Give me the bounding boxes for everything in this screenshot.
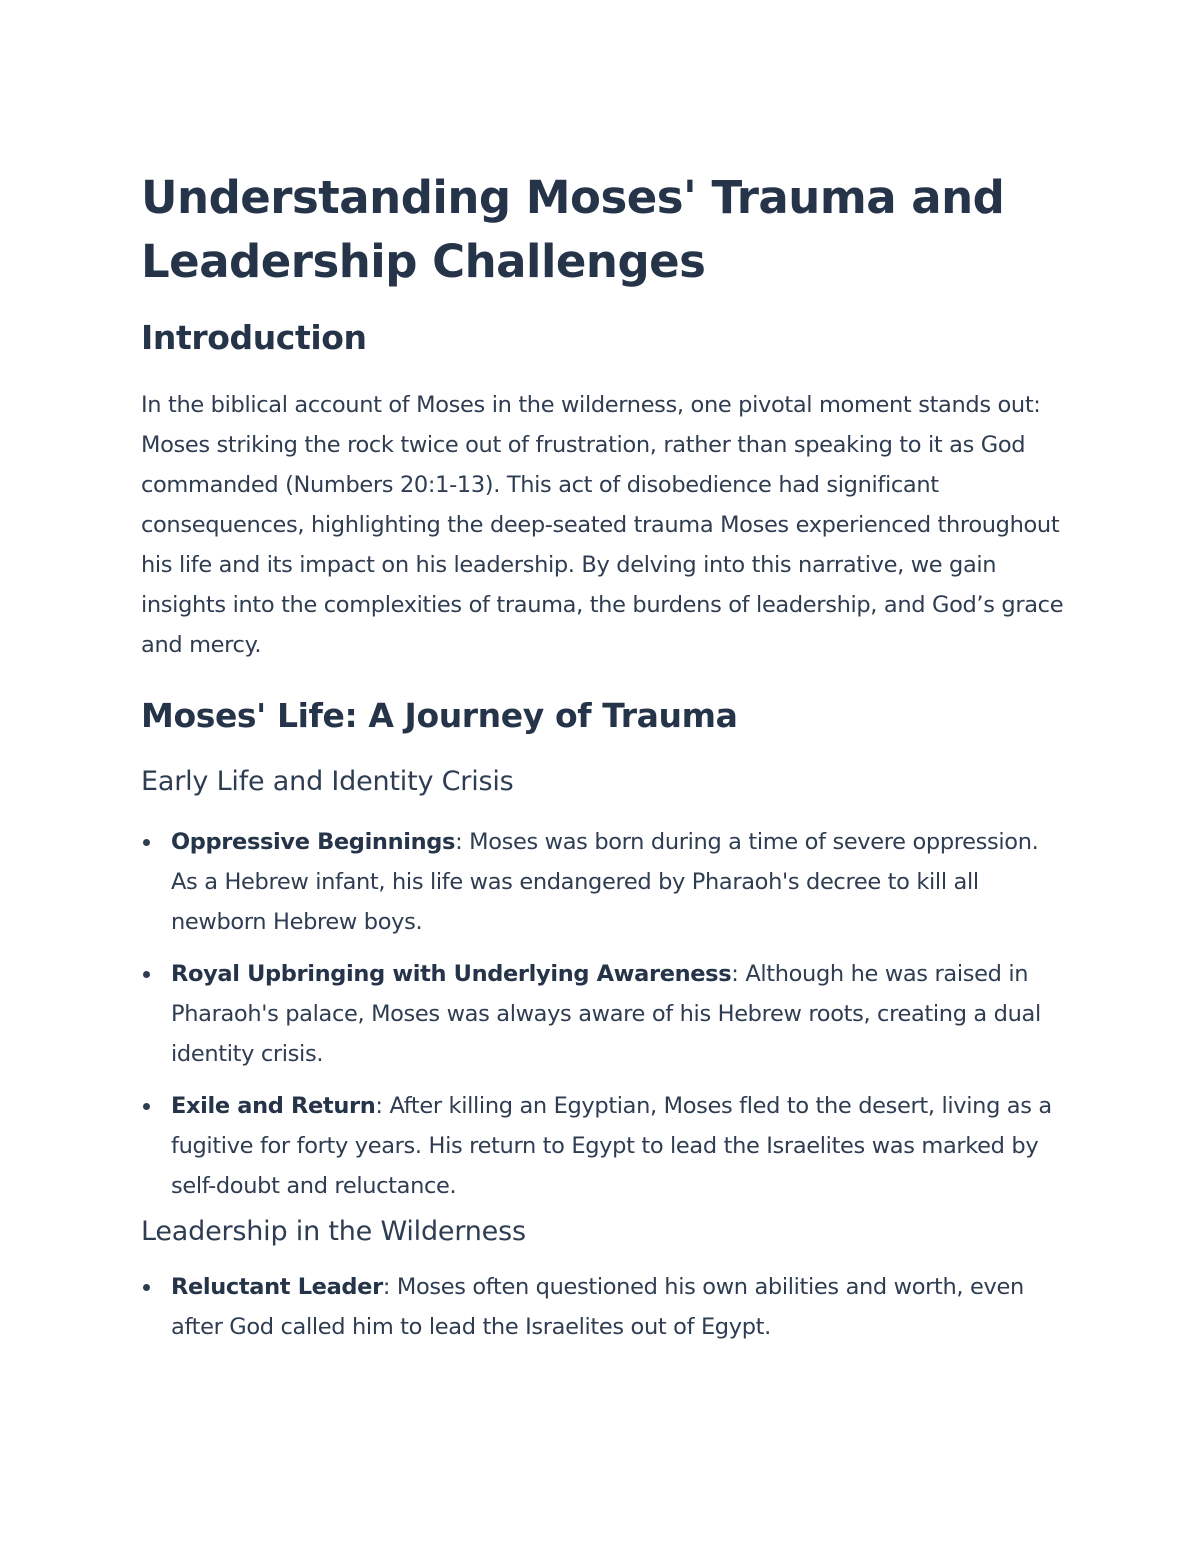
- bullet-icon: [143, 1284, 150, 1291]
- list-item-text: : Moses was born during a time of severe oppression. As a Hebrew infant, his life was endangered by Pharaoh's decree to kill all newborn Hebrew boys.: [171, 829, 1039, 935]
- bullet-icon: [143, 1103, 150, 1110]
- bullet-icon: [143, 839, 150, 846]
- introduction-heading: Introduction: [141, 318, 367, 357]
- list-item-term: Oppressive Beginnings: [171, 829, 456, 855]
- list-item-term: Exile and Return: [171, 1093, 376, 1119]
- bullet-icon: [143, 971, 150, 978]
- early-life-heading: Early Life and Identity Crisis: [141, 766, 514, 797]
- list-item-term: Royal Upbringing with Underlying Awareness: [171, 961, 732, 987]
- list-item: [141, 954, 1066, 1074]
- wilderness-list: [141, 1267, 1066, 1347]
- list-item: [141, 1086, 1066, 1206]
- wilderness-heading: Leadership in the Wilderness: [141, 1216, 526, 1247]
- section-heading: Moses' Life: A Journey of Trauma: [141, 696, 738, 735]
- list-item: [141, 822, 1066, 942]
- document-title: Understanding Moses' Trauma and Leadership Challenges: [141, 171, 1005, 288]
- early-life-list: [141, 822, 1066, 1206]
- introduction-paragraph: In the biblical account of Moses in the wilderness, one pivotal moment stands out: Moses striking the rock twice out of frustration, rather than speaking to it as God commanded (Numbers 20:1-13). This act of disobedience had significant consequences, highlighting the deep-seated trauma Moses experienced throughout his life and its impact on his leadership. By delving into this narrative, we gain insights into the complexities of trauma, the burdens of leadership, and God’s grace and mercy.: [141, 392, 1064, 658]
- list-item: [141, 1267, 1066, 1347]
- list-item-text: : After killing an Egyptian, Moses fled to the desert, living as a fugitive for forty years. His return to Egypt to lead the Israelites was marked by self-doubt and reluctance.: [171, 1093, 1052, 1199]
- list-item-text: : Moses often questioned his own abilities and worth, even after God called him to lead the Israelites out of Egypt.: [171, 1274, 1024, 1340]
- document-page: [141, 166, 1066, 1347]
- list-item-term: Reluctant Leader: [171, 1274, 383, 1300]
- list-item-text: : Although he was raised in Pharaoh's palace, Moses was always aware of his Hebrew roots, creating a dual identity crisis.: [171, 961, 1041, 1067]
